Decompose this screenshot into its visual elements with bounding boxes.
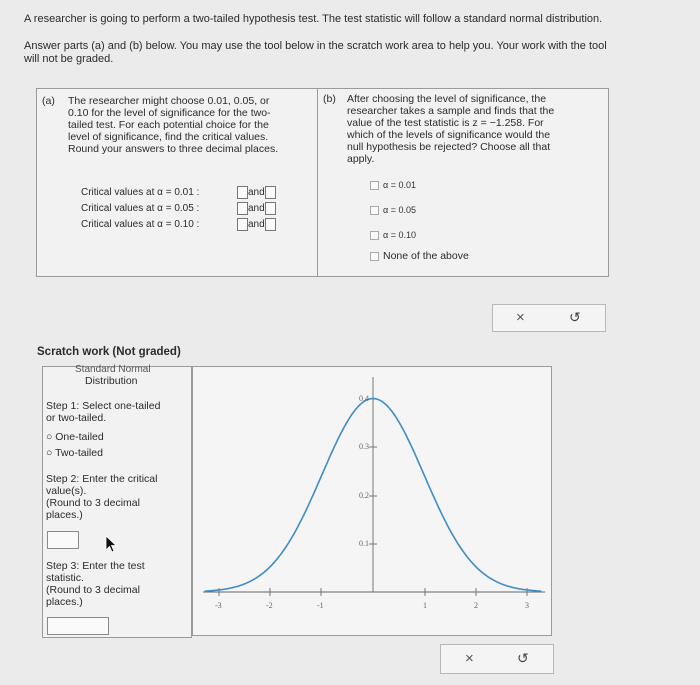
part-b-text-line: which of the levels of significance would the bbox=[347, 129, 551, 141]
scratch-tool-panel bbox=[42, 366, 192, 638]
intro-line-1: A researcher is going to perform a two-tailed hypothesis test. The test statistic will follow a standard normal distribution. bbox=[24, 13, 603, 25]
part-a-text-line: 0.10 for the level of significance for the two- bbox=[68, 107, 271, 119]
normal-distribution-graph bbox=[192, 366, 552, 636]
answer-actions bbox=[492, 304, 606, 332]
critical-label: Critical values at α = 0.10 : bbox=[81, 219, 200, 230]
x-tick-label: -1 bbox=[317, 601, 324, 610]
step3-line: statistic. bbox=[46, 572, 84, 584]
y-tick-label: 0.3 bbox=[359, 442, 369, 451]
x-tick-label: 3 bbox=[525, 601, 529, 610]
critical-label: Critical values at α = 0.01 : bbox=[81, 187, 200, 198]
clear-button[interactable]: × bbox=[516, 309, 525, 326]
part-b-text-line: After choosing the level of significance, the bbox=[347, 93, 547, 105]
normal-curve-svg bbox=[193, 367, 551, 635]
option-none[interactable] bbox=[370, 250, 469, 262]
step3-line: (Round to 3 decimal bbox=[46, 584, 140, 596]
step3-line: Step 3: Enter the test bbox=[46, 560, 145, 572]
scratch-title: Scratch work (Not graded) bbox=[37, 346, 181, 358]
step2-line: Step 2: Enter the critical bbox=[46, 473, 158, 485]
dist-title: Distribution bbox=[85, 375, 138, 387]
part-a-label: (a) bbox=[42, 95, 55, 107]
y-tick-label: 0.2 bbox=[359, 491, 369, 500]
radio-one-tailed[interactable]: ○ One-tailed bbox=[46, 431, 104, 443]
checkbox[interactable] bbox=[370, 231, 379, 240]
option-label: α = 0.10 bbox=[383, 230, 416, 240]
part-b-text-line: value of the test statistic is z = −1.258. For bbox=[347, 117, 544, 129]
and-text: and bbox=[248, 187, 265, 198]
radio-label: One-tailed bbox=[55, 431, 104, 443]
and-text: and bbox=[248, 203, 265, 214]
option-alpha-010[interactable] bbox=[370, 230, 416, 240]
part-a-panel bbox=[36, 88, 318, 277]
checkbox[interactable] bbox=[370, 206, 379, 215]
part-b-text-line: null hypothesis be rejected? Choose all that bbox=[347, 141, 551, 153]
step1-line: Step 1: Select one-tailed bbox=[46, 400, 161, 412]
scratch-reset-button[interactable]: ↺ bbox=[517, 650, 529, 666]
part-b-label: (b) bbox=[323, 93, 336, 105]
dist-title-top: Standard Normal bbox=[75, 364, 151, 372]
checkbox[interactable] bbox=[370, 252, 379, 261]
part-b-text-line: apply. bbox=[347, 153, 375, 165]
option-alpha-005[interactable] bbox=[370, 205, 416, 215]
option-alpha-001[interactable] bbox=[370, 180, 416, 190]
intro-line-3: will not be graded. bbox=[24, 53, 114, 65]
critical-lower-input[interactable] bbox=[237, 186, 248, 199]
checkbox[interactable] bbox=[370, 181, 379, 190]
radio-label: Two-tailed bbox=[55, 447, 103, 459]
test-statistic-input[interactable] bbox=[47, 617, 109, 635]
part-b-question bbox=[347, 93, 605, 165]
critical-row-005 bbox=[81, 201, 311, 217]
critical-upper-input[interactable] bbox=[265, 202, 276, 215]
step3-line: places.) bbox=[46, 596, 83, 608]
part-a-question bbox=[68, 95, 313, 155]
option-label: α = 0.01 bbox=[383, 180, 416, 190]
y-tick-label: 0.4 bbox=[359, 394, 369, 403]
and-text: and bbox=[248, 219, 265, 230]
critical-row-001 bbox=[81, 185, 311, 201]
part-a-text-line: The researcher might choose 0.01, 0.05, or bbox=[68, 95, 270, 107]
part-a-text-line: Round your answers to three decimal places. bbox=[68, 143, 279, 155]
scratch-actions bbox=[440, 644, 554, 674]
x-tick-label: 1 bbox=[423, 601, 427, 610]
option-label: None of the above bbox=[383, 250, 469, 262]
step2-line: value(s). bbox=[46, 485, 87, 497]
critical-lower-input[interactable] bbox=[237, 202, 248, 215]
step2-line: (Round to 3 decimal bbox=[46, 497, 140, 509]
part-a-text-line: level of significance, find the critical values. bbox=[68, 131, 269, 143]
x-tick-label: -3 bbox=[215, 601, 222, 610]
option-label: α = 0.05 bbox=[383, 205, 416, 215]
critical-upper-input[interactable] bbox=[265, 218, 276, 231]
part-b-panel bbox=[317, 88, 609, 277]
y-tick-label: 0.1 bbox=[359, 539, 369, 548]
part-b-text-line: researcher takes a sample and finds that the bbox=[347, 105, 555, 117]
critical-label: Critical values at α = 0.05 : bbox=[81, 203, 200, 214]
step2-line: places.) bbox=[46, 509, 83, 521]
part-a-text-line: tailed test. For each potential choice for the bbox=[68, 119, 269, 131]
reset-button[interactable]: ↺ bbox=[569, 309, 581, 325]
critical-row-010 bbox=[81, 217, 311, 233]
step1-line: or two-tailed. bbox=[46, 412, 107, 424]
x-tick-label: 2 bbox=[474, 601, 478, 610]
radio-two-tailed[interactable]: ○ Two-tailed bbox=[46, 447, 103, 459]
intro-line-2: Answer parts (a) and (b) below. You may use the tool below in the scratch work area to help you. Your work with the tool bbox=[24, 40, 607, 52]
critical-value-input[interactable] bbox=[47, 531, 79, 549]
x-tick-label: -2 bbox=[266, 601, 273, 610]
critical-lower-input[interactable] bbox=[237, 218, 248, 231]
mouse-cursor-icon bbox=[104, 535, 118, 553]
scratch-clear-button[interactable]: × bbox=[465, 650, 474, 667]
critical-upper-input[interactable] bbox=[265, 186, 276, 199]
